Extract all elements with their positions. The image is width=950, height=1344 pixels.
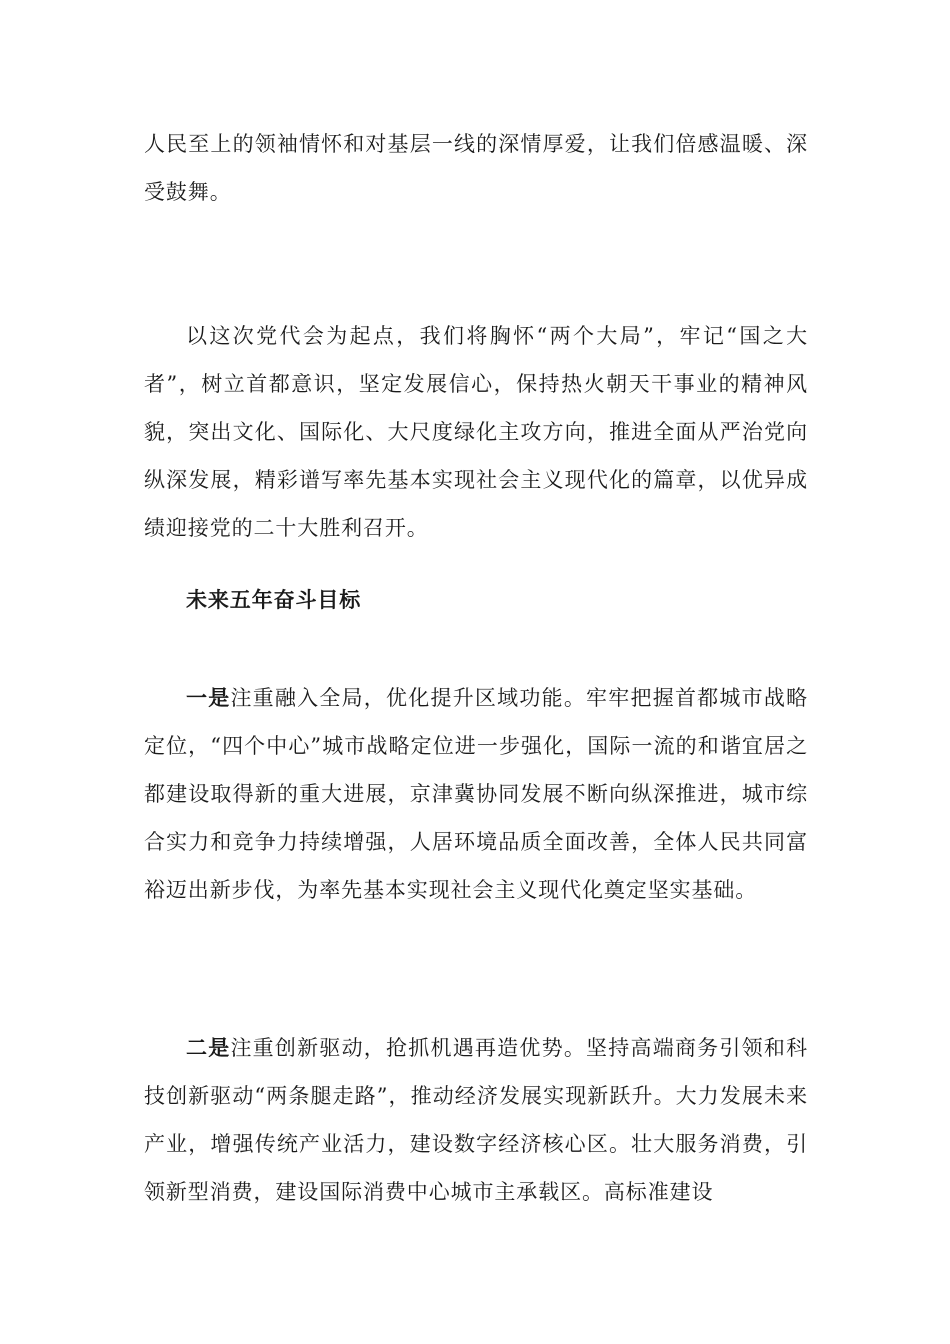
paragraph-goal-two <box>144 1024 808 1216</box>
paragraph-continued: 人民至上的领袖情怀和对基层一线的深情厚爱，让我们倍感温暖、深受鼓舞。 <box>144 132 808 204</box>
goal-one-lead: 一是 <box>186 685 231 710</box>
goal-two-lead: 二是 <box>186 1035 231 1060</box>
paragraph-goal-one <box>144 674 808 914</box>
section-heading: 未来五年奋斗目标 <box>186 587 362 612</box>
goal-one-text: 注重融入全局，优化提升区域功能。牢牢把握首都城市战略定位，“四个中心”城市战略定位进一步强化，国际一流的和谐宜居之都建设取得新的重大进展，京津冀协同发展不断向纵深推进，城市综合实力和竞争力持续增强，人居环境品质全面改善，全体人民共同富裕迈出新步伐，为率先基本实现社会主义现代化奠定坚实基础。 <box>144 686 808 902</box>
paragraph-party-congress: 以这次党代会为起点，我们将胸怀“两个大局”，牢记“国之大者”，树立首都意识，坚定发展信心，保持热火朝天干事业的精神风貌，突出文化、国际化、大尺度绿化主攻方向，推进全面从严治党向纵深发展，精彩谱写率先基本实现社会主义现代化的篇章，以优异成绩迎接党的二十大胜利召开。 <box>144 324 808 540</box>
goal-two-text: 注重创新驱动，抢抓机遇再造优势。坚持高端商务引领和科技创新驱动“两条腿走路”，推动经济发展实现新跃升。大力发展未来产业，增强传统产业活力，建设数字经济核心区。壮大服务消费，引领新型消费，建设国际消费中心城市主承载区。高标准建设 <box>144 1036 808 1204</box>
